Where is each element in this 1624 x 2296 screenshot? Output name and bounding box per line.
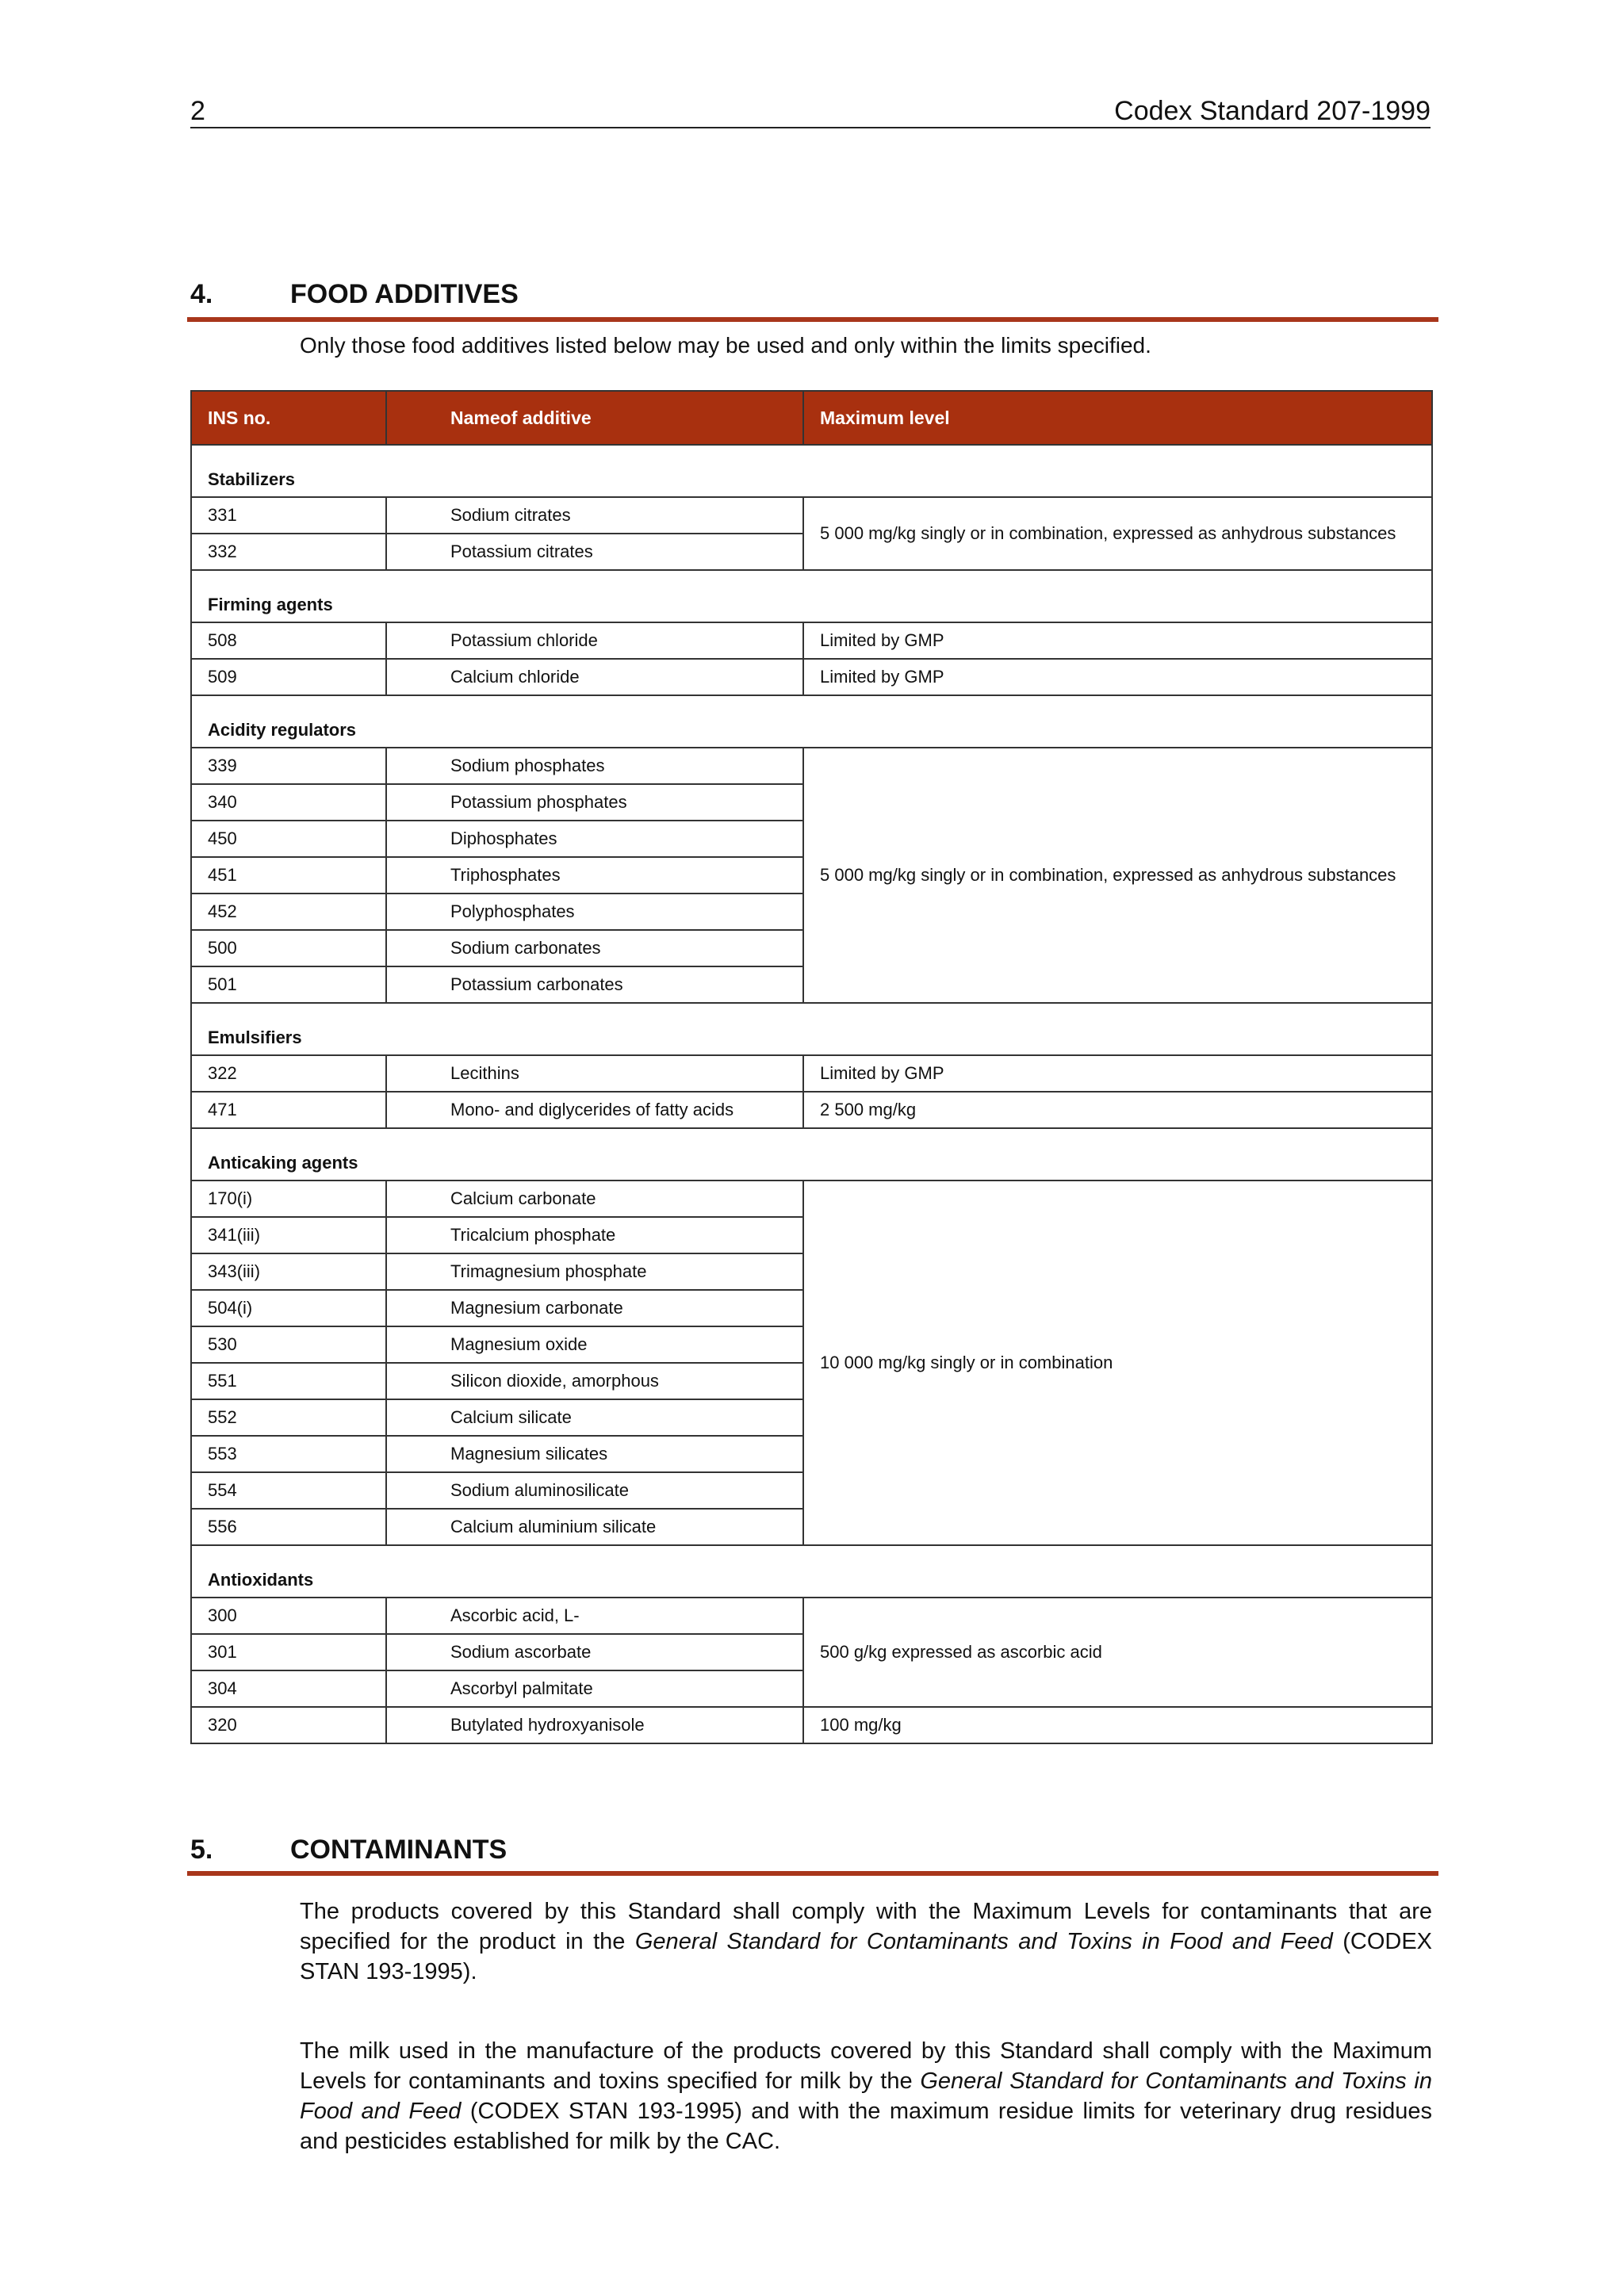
maximum-level: 5 000 mg/kg singly or in combination, expressed as anhydrous substances <box>803 497 1432 570</box>
standard-reference: General Standard for Contaminants and Toxins in Food and Feed <box>634 1929 1333 1954</box>
additive-name: Calcium carbonate <box>386 1181 803 1217</box>
ins-number: 332 <box>191 534 386 570</box>
maximum-level: Limited by GMP <box>803 659 1432 695</box>
additive-name: Ascorbic acid, L- <box>386 1598 803 1634</box>
ins-number: 452 <box>191 894 386 930</box>
ins-number: 450 <box>191 821 386 857</box>
section-number: 5. <box>190 1835 213 1865</box>
paragraph-text: The products covered by this Standard shall comply with the Maximum Levels for contaminants that are specified for the product in the <box>300 1899 1432 1954</box>
additive-name: Potassium carbonates <box>386 966 803 1003</box>
group-row <box>191 1003 1432 1055</box>
table-row <box>191 497 1432 534</box>
additive-name: Calcium aluminium silicate <box>386 1509 803 1545</box>
group-row <box>191 1128 1432 1181</box>
food-additives-table <box>190 390 1433 1744</box>
additive-name: Magnesium carbonate <box>386 1290 803 1326</box>
additive-name: Magnesium oxide <box>386 1326 803 1363</box>
maximum-level: 10 000 mg/kg singly or in combination <box>803 1181 1432 1545</box>
maximum-level: 100 mg/kg <box>803 1707 1432 1743</box>
group-row <box>191 695 1432 748</box>
additive-name: Mono- and diglycerides of fatty acids <box>386 1092 803 1128</box>
additive-name: Sodium phosphates <box>386 748 803 784</box>
table-row <box>191 1181 1432 1217</box>
ins-number: 322 <box>191 1055 386 1092</box>
paragraph-text: The milk used in the manufacture of the products covered by this Standard shall comply with the Maximum Levels for contaminants and toxins specified for milk by the <box>300 2038 1432 2094</box>
section-divider <box>187 317 1438 322</box>
group-label: Antioxidants <box>191 1545 1432 1598</box>
ins-number: 301 <box>191 1634 386 1670</box>
maximum-level: Limited by GMP <box>803 1055 1432 1092</box>
section-divider <box>187 1871 1438 1876</box>
additive-name: Sodium ascorbate <box>386 1634 803 1670</box>
ins-number: 451 <box>191 857 386 894</box>
ins-number: 553 <box>191 1436 386 1472</box>
document-reference: Codex Standard 207-1999 <box>1114 96 1431 126</box>
contaminants-paragraph-2 <box>300 2036 1432 2156</box>
ins-number: 339 <box>191 748 386 784</box>
table-row <box>191 1598 1432 1634</box>
additive-name: Butylated hydroxyanisole <box>386 1707 803 1743</box>
group-row <box>191 570 1432 622</box>
section-title: FOOD ADDITIVES <box>290 279 519 309</box>
ins-number: 552 <box>191 1399 386 1436</box>
additive-name: Calcium chloride <box>386 659 803 695</box>
additive-name: Silicon dioxide, amorphous <box>386 1363 803 1399</box>
maximum-level: 5 000 mg/kg singly or in combination, expressed as anhydrous substances <box>803 748 1432 1003</box>
ins-number: 304 <box>191 1670 386 1707</box>
additive-name: Triphosphates <box>386 857 803 894</box>
ins-number: 504(i) <box>191 1290 386 1326</box>
ins-number: 341(iii) <box>191 1217 386 1253</box>
additive-name: Diphosphates <box>386 821 803 857</box>
ins-number: 530 <box>191 1326 386 1363</box>
section-title: CONTAMINANTS <box>290 1835 508 1865</box>
group-label: Emulsifiers <box>191 1003 1432 1055</box>
additive-name: Tricalcium phosphate <box>386 1217 803 1253</box>
additive-name: Magnesium silicates <box>386 1436 803 1472</box>
additive-name: Ascorbyl palmitate <box>386 1670 803 1707</box>
paragraph-text: (CODEX STAN 193-1995) and with the maximum residue limits for veterinary drug residues and pesticides established for milk by the CAC. <box>300 2099 1433 2154</box>
page-header <box>190 95 1431 128</box>
ins-number: 343(iii) <box>191 1253 386 1290</box>
group-row <box>191 1545 1432 1598</box>
ins-number: 508 <box>191 622 386 659</box>
additive-name: Potassium phosphates <box>386 784 803 821</box>
maximum-level: 2 500 mg/kg <box>803 1092 1432 1128</box>
maximum-level: Limited by GMP <box>803 622 1432 659</box>
section-intro: Only those food additives listed below may be used and only within the limits specified. <box>300 333 1151 358</box>
table-row <box>191 1707 1432 1743</box>
table-body <box>191 445 1432 1743</box>
additive-name: Polyphosphates <box>386 894 803 930</box>
ins-number: 340 <box>191 784 386 821</box>
page-number: 2 <box>190 96 205 126</box>
column-header-ins: INS no. <box>191 391 386 445</box>
ins-number: 501 <box>191 966 386 1003</box>
column-header-name: Nameof additive <box>386 391 803 445</box>
additive-name: Potassium citrates <box>386 534 803 570</box>
maximum-level: 500 g/kg expressed as ascorbic acid <box>803 1598 1432 1707</box>
table-row <box>191 1092 1432 1128</box>
ins-number: 556 <box>191 1509 386 1545</box>
table-header-row <box>191 391 1432 445</box>
column-header-level: Maximum level <box>803 391 1432 445</box>
table-row <box>191 659 1432 695</box>
additive-name: Sodium carbonates <box>386 930 803 966</box>
ins-number: 300 <box>191 1598 386 1634</box>
ins-number: 331 <box>191 497 386 534</box>
group-label: Acidity regulators <box>191 695 1432 748</box>
contaminants-paragraph-1 <box>300 1896 1432 1987</box>
additive-name: Potassium chloride <box>386 622 803 659</box>
additive-name: Sodium citrates <box>386 497 803 534</box>
section-number: 4. <box>190 279 213 309</box>
paragraph-text: (CODEX STAN 193-1995). <box>300 1929 1433 1984</box>
additive-name: Sodium aluminosilicate <box>386 1472 803 1509</box>
ins-number: 554 <box>191 1472 386 1509</box>
ins-number: 320 <box>191 1707 386 1743</box>
table-row <box>191 1055 1432 1092</box>
ins-number: 170(i) <box>191 1181 386 1217</box>
ins-number: 500 <box>191 930 386 966</box>
table-row <box>191 622 1432 659</box>
table-row <box>191 748 1432 784</box>
group-label: Stabilizers <box>191 445 1432 497</box>
standard-reference: General Standard for Contaminants and Toxins in Food and Feed <box>300 2068 1432 2124</box>
group-label: Firming agents <box>191 570 1432 622</box>
additive-name: Calcium silicate <box>386 1399 803 1436</box>
ins-number: 551 <box>191 1363 386 1399</box>
ins-number: 509 <box>191 659 386 695</box>
additive-name: Lecithins <box>386 1055 803 1092</box>
ins-number: 471 <box>191 1092 386 1128</box>
additive-name: Trimagnesium phosphate <box>386 1253 803 1290</box>
group-label: Anticaking agents <box>191 1128 1432 1181</box>
group-row <box>191 445 1432 497</box>
